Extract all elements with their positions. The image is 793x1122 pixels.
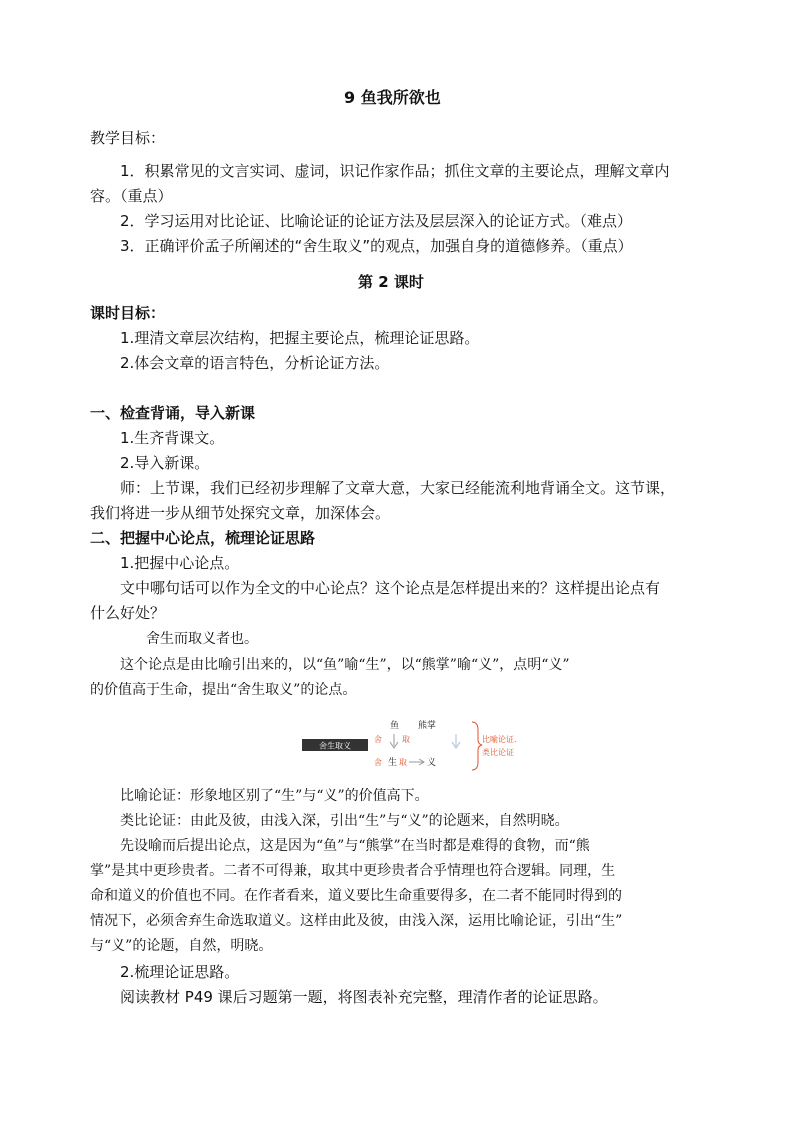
section-line: 这个论点是由比喻引出来的，以“鱼”喻“生”，以“熊掌”喻“义”，点明“义” <box>120 657 570 673</box>
arrow-down-icon <box>390 734 398 748</box>
diagram-qu-bottom: 取 <box>399 758 407 767</box>
argument-diagram <box>300 714 540 774</box>
section-line: 1.生齐背课文。 <box>120 429 225 447</box>
section-line: 情况下，必须舍弃生命选取道义。这样由此及彼，由浅入深，运用比喻论证，引出“生” <box>90 913 623 929</box>
section-line: 与“义”的论题，自然，明晓。 <box>90 938 273 954</box>
lesson-goal: 2.体会文章的语言特色，分析论证方法。 <box>120 354 390 372</box>
section-line: 掌”是其中更珍贵者。二者不可得兼，取其中更珍贵者合乎情理也符合逻辑。同理，生 <box>90 863 616 879</box>
objective-item: 3．正确评价孟子所阐述的“舍生取义”的观点，加强自身的道德修养。（重点） <box>120 237 633 255</box>
objective-item: 容。（重点） <box>90 187 173 205</box>
central-thesis: 舍生而取义者也。 <box>146 631 258 647</box>
lesson-heading: 第 2 课时 <box>358 273 424 291</box>
lesson-goal: 1.理清文章层次结构，把握主要论点，梳理论证思路。 <box>120 329 480 347</box>
arrow-right-icon <box>409 759 424 765</box>
section-line: 先设喻而后提出论点，这是因为“鱼”与“熊掌”在当时都是难得的食物，而“熊 <box>120 838 590 854</box>
diagram-note-metaphor: 比喻论证. <box>482 735 517 744</box>
section-line: 什么好处？ <box>90 604 166 622</box>
diagram-yi: 义 <box>427 758 437 768</box>
page-title: 9 鱼我所欲也 <box>344 88 441 107</box>
section-line: 比喻论证：形象地区别了“生”与“义”的价值高下。 <box>120 788 429 804</box>
section-line: 命和道义的价值也不同。在作者看来，道义要比生命重要得多，在二者不能同时得到的 <box>90 888 622 904</box>
section-line: 师：上节课，我们已经初步理解了文章大意，大家已经能流利地背诵全文。这节课， <box>120 479 676 497</box>
section-line: 2.导入新课。 <box>120 454 210 472</box>
section-line: 文中哪句话可以作为全文的中心论点？这个论点是怎样提出来的？这样提出论点有 <box>120 579 661 597</box>
section-line: 我们将进一步从细节处探究文章，加深体会。 <box>90 504 391 522</box>
section-line: 类比论证：由此及彼，由浅入深，引出“生”与“义”的论题来，自然明晓。 <box>120 813 569 829</box>
diagram-note-analogy: 类比论证 <box>482 748 514 757</box>
objective-item: 2．学习运用对比论证、比喻论证的论证方法及层层深入的论证方式。（难点） <box>120 212 633 230</box>
section-heading: 二、把握中心论点，梳理论证思路 <box>90 529 316 547</box>
objectives-heading: 教学目标： <box>90 129 166 147</box>
diagram-qu-top: 取 <box>402 735 410 744</box>
section-line: 1.把握中心论点。 <box>120 554 240 572</box>
section-line: 的价值高于生命，提出“舍生取义”的论点。 <box>90 682 357 698</box>
lesson-goals-heading: 课时目标： <box>90 304 166 322</box>
diagram-fish: 鱼 <box>390 721 400 731</box>
arrow-down-icon <box>452 734 460 748</box>
diagram-she-top: 舍 <box>374 735 382 744</box>
diagram-bear: 熊掌 <box>418 721 437 731</box>
bracket-icon <box>472 722 482 770</box>
section-line: 阅读教材 P49 课后习题第一题，将图表补充完整，理清作者的论证思路。 <box>120 988 608 1006</box>
diagram-she-bottom: 舍 <box>374 758 382 767</box>
diagram-box-label: 舍生取义 <box>319 741 351 751</box>
section-heading: 一、检查背诵，导入新课 <box>90 404 256 422</box>
section-line: 2.梳理论证思路。 <box>120 963 240 981</box>
diagram-sheng: 生 <box>388 758 398 768</box>
objective-item: 1．积累常见的文言实词、虚词，识记作家作品；抓住文章的主要论点，理解文章内 <box>120 162 670 180</box>
